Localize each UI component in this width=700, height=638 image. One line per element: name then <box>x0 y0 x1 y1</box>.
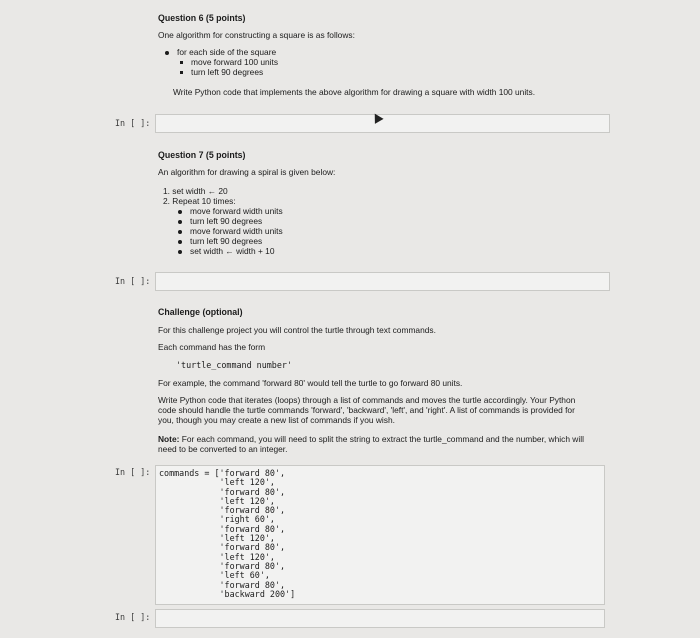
code-cell-2[interactable] <box>155 272 610 291</box>
code-line: 'forward 80', <box>159 579 286 590</box>
code-line: 'left 60', <box>159 570 270 581</box>
q7-step2: 2. Repeat 10 times: <box>163 196 236 206</box>
challenge-p4a: Write Python code that iterates (loops) through a list of commands and moves the turtle accordingly. Your Python <box>158 395 576 405</box>
challenge-p4c: you, though you may create a new list of commands if you wish. <box>158 415 395 425</box>
q6-intro: One algorithm for constructing a square is as follows: <box>158 30 355 40</box>
code-line: 'left 120', <box>159 477 275 488</box>
q7-title: Question 7 (5 points) <box>158 150 246 160</box>
challenge-note: Note: For each command, you will need to split the string to extract the turtle_command and the number, which will <box>158 434 584 444</box>
challenge-note-cont: need to be converted to an integer. <box>158 444 288 454</box>
q7-b2: turn left 90 degrees <box>178 216 262 226</box>
square-bullet-icon <box>180 71 183 74</box>
q7-intro: An algorithm for drawing a spiral is given below: <box>158 167 336 177</box>
code-line: 'left 120', <box>159 495 275 506</box>
bullet-icon <box>178 250 182 254</box>
challenge-p4b: code should handle the turtle commands 'forward', 'backward', 'left', and 'right'. A list of commands is provided for <box>158 405 575 415</box>
challenge-p2: Each command has the form <box>158 342 266 352</box>
code-line: 'forward 80', <box>159 523 286 534</box>
challenge-form: 'turtle_command number' <box>176 360 292 370</box>
code-line: 'backward 200'] <box>159 588 296 599</box>
code-line: 'forward 80', <box>159 486 286 497</box>
code-line: 'forward 80', <box>159 560 286 571</box>
cell3-prompt: In [ ]: <box>115 467 151 477</box>
bullet-icon <box>178 210 182 214</box>
q6-title: Question 6 (5 points) <box>158 13 246 23</box>
q6-bullet: for each side of the square <box>165 47 276 57</box>
bullet-icon <box>178 230 182 234</box>
q6-sub1: move forward 100 units <box>180 57 278 67</box>
cell2-prompt: In [ ]: <box>115 276 151 286</box>
code-line: commands = ['forward 80', <box>159 468 286 478</box>
challenge-p3: For example, the command 'forward 80' would tell the turtle to go forward 80 units. <box>158 378 463 388</box>
q7-b4: turn left 90 degrees <box>178 236 262 246</box>
q7-b1: move forward width units <box>178 206 283 216</box>
q7-step1: 1. set width ← 20 <box>163 186 228 196</box>
cell1-prompt: In [ ]: <box>115 118 151 128</box>
bullet-icon <box>165 51 169 55</box>
square-bullet-icon <box>180 61 183 64</box>
code-line: 'left 120', <box>159 551 275 562</box>
bullet-icon <box>178 240 182 244</box>
q7-b5: set width ← width + 10 <box>178 246 275 256</box>
q6-sub2: turn left 90 degrees <box>180 67 263 77</box>
q6-task: Write Python code that implements the above algorithm for drawing a square with width 100 units. <box>173 87 536 97</box>
code-line: 'right 60', <box>159 514 275 525</box>
challenge-p1: For this challenge project you will control the turtle through text commands. <box>158 325 436 335</box>
code-cell-3[interactable] <box>155 465 605 605</box>
code-line: 'forward 80', <box>159 542 286 553</box>
code-line: 'left 120', <box>159 533 275 544</box>
q7-b3: move forward width units <box>178 226 283 236</box>
code-line: 'forward 80', <box>159 505 286 516</box>
bullet-icon <box>178 220 182 224</box>
code-editor[interactable] <box>159 469 295 599</box>
challenge-title: Challenge (optional) <box>158 307 243 317</box>
cell4-prompt: In [ ]: <box>115 612 151 622</box>
code-cell-4[interactable] <box>155 609 605 628</box>
